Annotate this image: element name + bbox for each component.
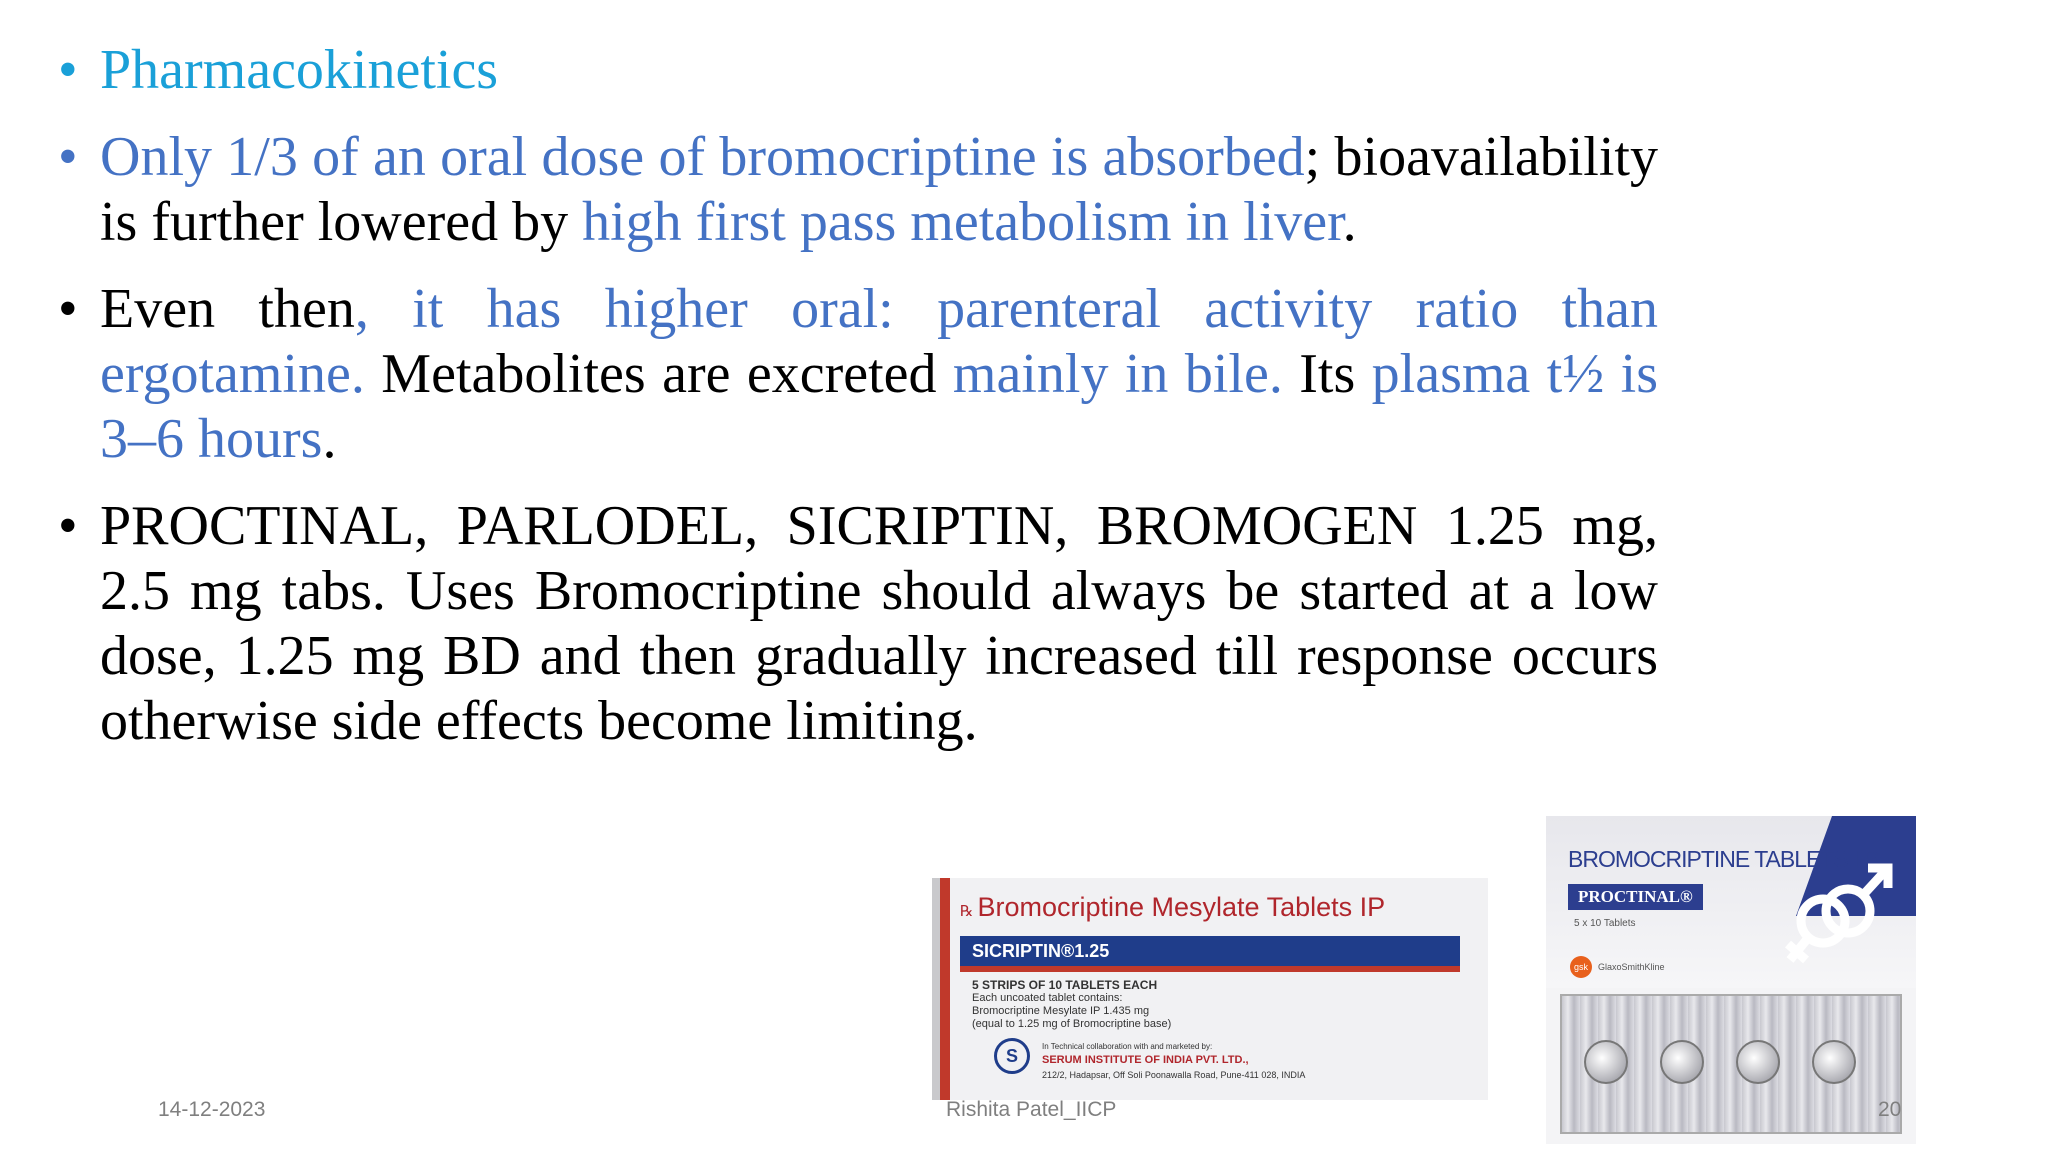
bullet-heading	[58, 38, 1658, 103]
carton-line: 5 STRIPS OF 10 TABLETS EACH	[972, 978, 1158, 992]
bullet-text-segment: .	[1342, 191, 1357, 253]
carton-line: (equal to 1.25 mg of Bromocriptine base)	[972, 1018, 1172, 1030]
footer-author: Rishita Patel_IICP	[946, 1098, 1117, 1121]
slide-number: 20	[1878, 1098, 1902, 1121]
bullet-text-segment: high first pass metabolism in liver	[582, 191, 1343, 253]
bullet-absorption	[58, 125, 1658, 255]
carton-red-stripe	[940, 878, 950, 1100]
proctinal-title: BROMOCRIPTINE TABLETS I.P	[1568, 846, 1879, 872]
bullet-text-segment: ; bioavailability is further lowered by	[100, 126, 1658, 253]
bullet-text-segment: , it has higher oral: parenteral activity ratio than ergotamine.	[100, 278, 1658, 405]
bullet-text-segment: Its	[1299, 343, 1372, 405]
proctinal-box-image	[1546, 816, 1916, 1144]
tablet-icon	[1660, 1040, 1704, 1084]
slide-content	[58, 38, 1658, 776]
proctinal-brand: PROCTINAL®	[1568, 884, 1703, 910]
bullet-text-segment: .	[322, 408, 337, 470]
bullet-text-segment: Metabolites are excreted	[381, 343, 953, 405]
tablet-icon	[1812, 1040, 1856, 1084]
carton-address: 212/2, Hadapsar, Off Soli Poonawalla Road, Pune-411 028, INDIA	[1042, 1070, 1306, 1080]
bullet-text-segment: plasma t½ is 3–6 hours	[100, 343, 1659, 470]
carton-title	[960, 892, 1385, 923]
serum-institute-logo-icon: S	[994, 1038, 1030, 1074]
bullet-activity-ratio	[58, 277, 1658, 472]
bullet-text-segment: Even then	[100, 278, 355, 340]
heading-text: Pharmacokinetics	[100, 39, 499, 101]
carton-red-line	[960, 966, 1460, 972]
bullet-brands-uses	[58, 494, 1658, 754]
proctinal-count: 5 x 10 Tablets	[1574, 918, 1636, 929]
tablet-icon	[1584, 1040, 1628, 1084]
tablet-icon	[1736, 1040, 1780, 1084]
carton-line: Bromocriptine Mesylate IP 1.435 mg	[972, 1005, 1150, 1017]
carton-line: Each uncoated tablet contains:	[972, 992, 1123, 1004]
gsk-company-text: GlaxoSmithKline	[1598, 962, 1665, 972]
sicriptin-carton-image	[932, 878, 1488, 1100]
bullet-text-segment: PROCTINAL, PARLODEL, SICRIPTIN, BROMOGEN 1.25 mg, 2.5 mg tabs. Uses Bromocriptine should always be started at a low dose, 1.25 mg BD and then gradually increased till response occurs otherwise side effects become limiting.	[100, 495, 1658, 752]
gsk-logo-icon: gsk	[1570, 956, 1592, 978]
bullet-text-segment: Only 1/3 of an oral dose of bromocriptine is absorbed	[100, 126, 1305, 188]
carton-brand-band: SICRIPTIN®1.25	[960, 936, 1460, 966]
carton-line: In Technical collaboration with and marketed by:	[1042, 1042, 1213, 1051]
carton-title-text: Bromocriptine Mesylate Tablets IP	[977, 892, 1386, 922]
rx-symbol: ℞	[960, 903, 974, 920]
carton-manufacturer: SERUM INSTITUTE OF INDIA PVT. LTD.,	[1042, 1054, 1249, 1066]
footer-date: 14-12-2023	[158, 1098, 266, 1121]
blister-strip	[1560, 994, 1902, 1134]
gender-symbol-icon	[1778, 856, 1898, 976]
bullet-text-segment: mainly in bile.	[952, 343, 1300, 405]
